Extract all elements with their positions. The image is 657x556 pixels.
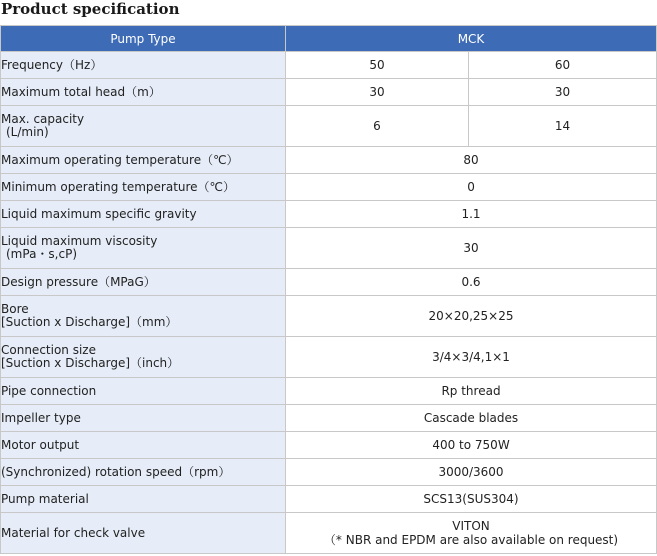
row-value: 80 [286,147,657,174]
row-label-line2: [Suction x Discharge]（inch） [1,356,180,370]
row-label-line1: Connection size [1,343,96,357]
row-value: 0 [286,174,657,201]
value-50hz: 50 [286,52,469,79]
row-label: Motor output [1,432,286,459]
row-value: 3000/3600 [286,459,657,486]
row-label: Design pressure（MPaG） [1,269,286,296]
page-title: Product specification [1,0,180,18]
value-60hz: 14 [469,106,657,147]
value-50hz: 30 [286,79,469,106]
row-label [1,106,286,147]
row-value-line1: VITON [452,519,490,533]
row-label: Pump material [1,486,286,513]
table-row [1,228,657,269]
row-label: Frequency（Hz） [1,52,286,79]
row-value: Rp thread [286,378,657,405]
table-row [1,486,657,513]
row-label: Liquid maximum specific gravity [1,201,286,228]
row-label: Impeller type [1,405,286,432]
row-label: Pipe connection [1,378,286,405]
table-row [1,337,657,378]
row-label-line1: Max. capacity [1,112,85,126]
table-row [1,405,657,432]
table-row [1,201,657,228]
row-label: (Synchronized) rotation speed（rpm） [1,459,286,486]
model-header: MCK [286,26,657,52]
table-header-row [1,26,657,52]
row-value: SCS13(SUS304) [286,486,657,513]
table-row [1,106,657,147]
row-label-line2: (L/min) [6,125,49,139]
row-label: Material for check valve [1,513,286,554]
table-row [1,147,657,174]
row-value: 20×20,25×25 [286,296,657,337]
spec-table [0,25,657,554]
row-value: 1.1 [286,201,657,228]
table-row [1,459,657,486]
pump-type-header: Pump Type [1,26,286,52]
value-60hz: 30 [469,79,657,106]
table-row [1,513,657,554]
table-row [1,269,657,296]
table-row [1,79,657,106]
table-row [1,174,657,201]
row-value: 400 to 750W [286,432,657,459]
row-label-line1: Liquid maximum viscosity [1,234,158,248]
table-row [1,296,657,337]
row-label [1,337,286,378]
row-value-line2: （* NBR and EPDM are also available on request) [323,533,619,547]
row-label [1,228,286,269]
table-row [1,52,657,79]
table-row [1,378,657,405]
row-value: 30 [286,228,657,269]
row-label-line2: [Suction x Discharge]（mm） [1,315,178,329]
row-value [286,513,657,554]
row-label: Minimum operating temperature（℃） [1,174,286,201]
row-value: 0.6 [286,269,657,296]
table-row [1,432,657,459]
row-label: Maximum total head（m） [1,79,286,106]
row-label: Maximum operating temperature（℃） [1,147,286,174]
row-label-line2: (mPa・s,cP) [6,247,78,261]
value-50hz: 6 [286,106,469,147]
row-value: Cascade blades [286,405,657,432]
row-value: 3/4×3/4,1×1 [286,337,657,378]
row-label [1,296,286,337]
value-60hz: 60 [469,52,657,79]
row-label-line1: Bore [1,302,29,316]
